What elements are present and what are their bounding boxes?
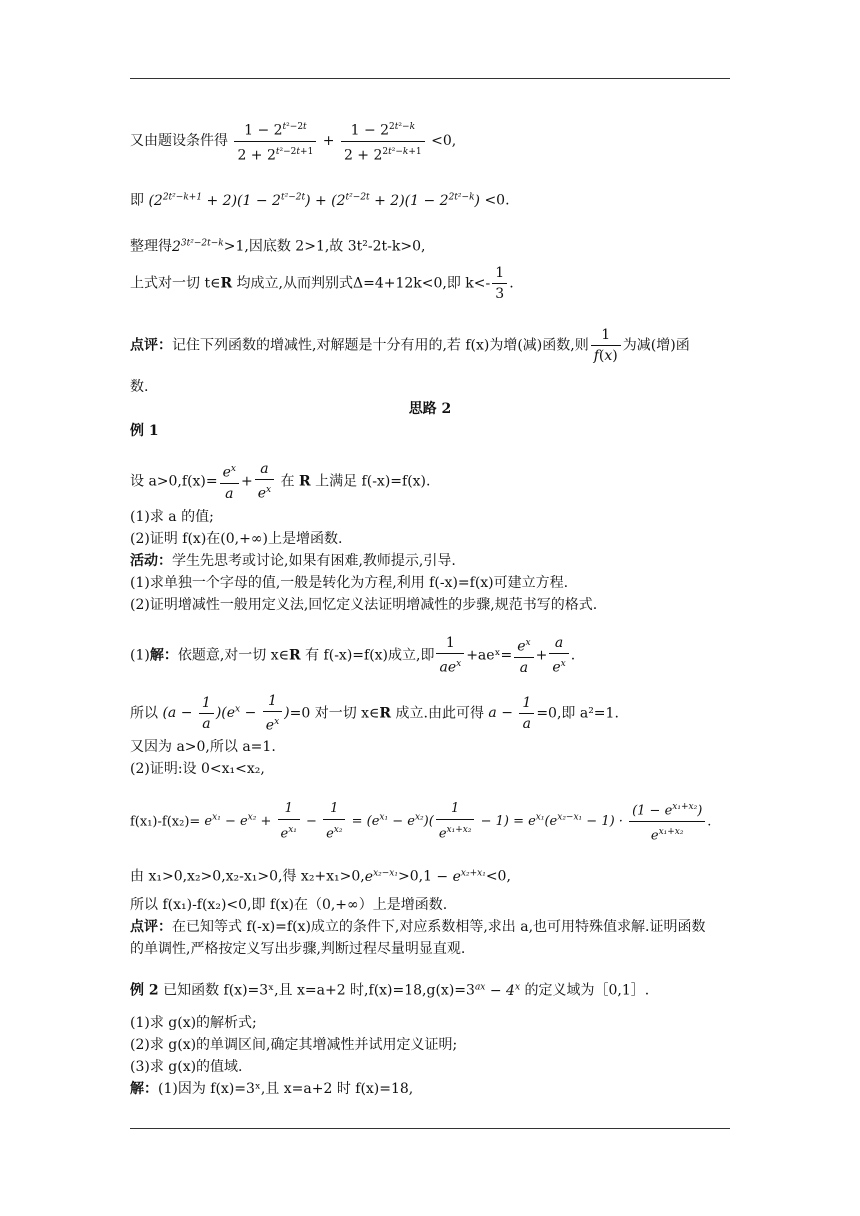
solution-again: 又因为 a>0,所以 a=1.: [130, 739, 276, 755]
example-1-label: 例 1: [130, 423, 159, 439]
question-1: (1)求 a 的值;: [130, 509, 214, 525]
formula-product: $(2^{2t^2-k+1} + 2)(1 - 2^{t^2-2t}) + (2^{t^2-2t} + 2)(1 - 2^{2t^2-k})$: [148, 192, 480, 209]
proof-start: (2)证明:设 0<x₁<x₂,: [130, 761, 265, 777]
example-2-solution: 解：(1)因为 f(x)=3ˣ,且 x=a+2 时 f(x)=18,: [130, 1081, 414, 1097]
bottom-rule: [130, 1128, 730, 1129]
question-2: (2)证明 f(x)在(0,+∞)上是增函数.: [130, 531, 343, 547]
fraction-1-over-aex: $\frac{1}{ae^x}$: [436, 634, 464, 677]
formula-a-minus: a − $\frac{1}{a}$: [488, 705, 536, 721]
solution-1: (1)解：依题意,对一切 x∈R 有 f(-x)=f(x)成立,即 $\frac{1}{ae^x}$ +aeˣ= $\frac{e^x}{a}$ + $\frac{a}{e^x}$ .: [130, 635, 576, 676]
section-title: 思路 2: [408, 401, 452, 417]
example-2-q3: (3)求 g(x)的值域.: [130, 1059, 243, 1075]
fraction-1-over-fx: $\frac{1}{f(x)}$: [591, 326, 621, 365]
fraction-ex-over-a: $\frac{e^x}{a}$: [220, 460, 239, 503]
top-rule: [130, 78, 730, 79]
formula-power: $2^{3t^2-2t-k}$: [172, 238, 224, 255]
line-condition: 又由题设条件得 $\frac{1 - 2^{t^2-2t}}{2 + 2^{t^2-2t+1}}$ + $\frac{1 - 2^{2t^2-k}}{2 + 2^{2t^2-k+1}}$ <0,: [130, 118, 730, 164]
example-2-q1: (1)求 g(x)的解析式;: [130, 1015, 257, 1031]
line-simplified: 整理得$2^{3t^2-2t-k}>1$,因底数 2>1,故 3t²-2t-k>0,: [130, 238, 426, 255]
fraction-a-over-ex: $\frac{a}{e^x}$: [255, 460, 274, 503]
fraction-one-third: $\frac{1}{3}$: [492, 264, 507, 303]
formula-exp-sum: − $e^{x_2+x_1}$: [431, 868, 486, 885]
conclusion: 所以 f(x₁)-f(x₂)<0,即 f(x)在（0,+∞）上是增函数.: [130, 897, 448, 913]
remark-2: 点评：在已知等式 f(-x)=f(x)成立的条件下,对应系数相等,求出 a,也可用特殊值求解.证明函数: [130, 919, 706, 935]
formula-g-exp: $^{ax} - 4^x$: [474, 982, 521, 999]
fraction-1: $\frac{1 - 2^{t^2-2t}}{2 + 2^{t^2-2t+1}}$: [234, 118, 316, 164]
remark-1-cont: 数.: [130, 379, 149, 395]
fraction-2: $\frac{1 - 2^{2t^2-k}}{2 + 2^{2t^2-k+1}}$: [341, 118, 425, 164]
remark-1: 点评：记住下列函数的增减性,对解题是十分有用的,若 f(x)为增(减)函数,则 $\frac{1}{f(x)}$ 为减(增)函: [130, 327, 690, 364]
from-line: 由 x₁>0,x₂>0,x₂-x₁>0,得 $x_2+x_1>0,e^{x_2-x_1}>0,1 - e^{x_2+x_1}<0$,: [130, 868, 511, 885]
fraction-ex-over-a-2: $\frac{e^x}{a}$: [514, 634, 533, 677]
fraction-a-over-ex-2: $\frac{a}{e^x}$: [549, 634, 568, 677]
activity: 活动：学生先思考或讨论,如果有困难,教师提示,引导.: [130, 553, 456, 569]
solution-so: 所以 (a − $\frac{1}{a}$ )($e^x$ − $\frac{1}{e^x}$ )=0 对一切 x∈R 成立.由此可得 a − $\frac{1}{a}$ =0,即 a²=1.: [130, 693, 619, 734]
example-2-statement: 例 2 已知函数 f(x)=3ˣ,且 x=a+2 时$,f(x)=18,g(x)=3^{ax} - 4^x$ 的定义域为［0,1］.: [130, 982, 650, 999]
line-equivalent: 即 $(2^{2t^2-k+1} + 2)(1 - 2^{t^2-2t}) + (2^{t^2-2t} + 2)(1 - 2^{2t^2-k}) <0$.: [130, 192, 510, 209]
line-discriminant: 上式对一切 t∈R 均成立,从而判别式Δ=4+12k<0,即 k<- $\frac{1}{3}$ .: [130, 265, 514, 302]
activity-2: (2)证明增减性一般用定义法,回忆定义法证明增减性的步骤,规范书写的格式.: [130, 597, 598, 613]
formula-difference: $e^{x_1} - e^{x_2}$ + $\frac{1}{e^{x_1}}$ − $\frac{1}{e^{x_2}}$ = $(e^{x_1} - e^{x_2})$( $\frac{1}{e^{x_1+x_2}}$ − $1) = e^{x_1}(e^{x_2-x_1} - 1)$ · $\frac{(1 - e^{x_1+x_2})}{e^{x_1+x_2}}$: [204, 814, 707, 829]
formula-factor: (a − $\frac{1}{a}$ )($e^x$ − $\frac{1}{e^x}$ ): [162, 693, 290, 734]
example-1-statement: 设 a>0,f(x)= $\frac{e^x}{a}$ + $\frac{a}{e^x}$ 在 R 上满足 f(-x)=f(x).: [130, 461, 431, 502]
remark-2-cont: 的单调性,严格按定义写出步骤,判断过程尽量明显直观.: [130, 941, 466, 957]
example-2-q2: (2)求 g(x)的单调区间,确定其增减性并试用定义证明;: [130, 1037, 458, 1053]
difference-line: $f(x_1)-f(x_2)= e^{x_1} - e^{x_2}$ + $\frac{1}{e^{x_1}}$ − $\frac{1}{e^{x_2}}$ = $(e^{x_1} - e^{x_2})$( $\frac{1}{e^{x_1+x_2}}$ − $1) = e^{x_1}(e^{x_2-x_1} - 1)$ · $\frac{(1 - e^{x_1+x_2})}{e^{x_1+x_2}}$ .: [130, 798, 730, 846]
formula-exp-diff: $e^{x_2-x_1}$: [364, 868, 398, 885]
activity-1: (1)求单独一个字母的值,一般是转化为方程,利用 f(-x)=f(x)可建立方程.: [130, 575, 569, 591]
